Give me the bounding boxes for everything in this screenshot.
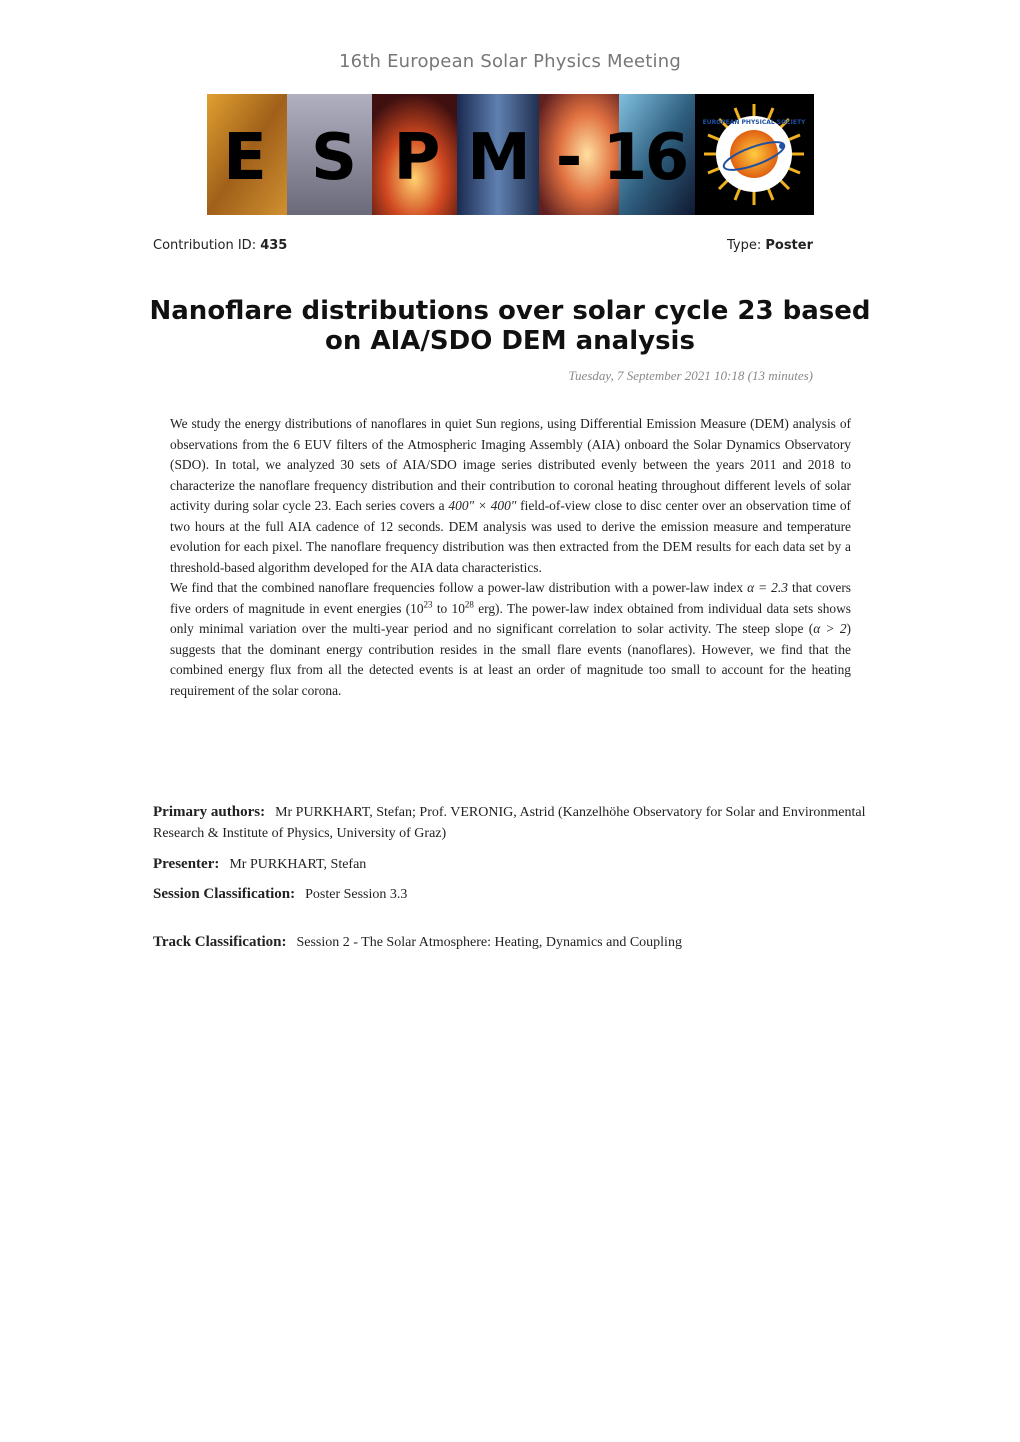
primary-authors-label: Primary authors: bbox=[153, 804, 266, 820]
energy-low bbox=[410, 601, 432, 616]
contribution-type bbox=[727, 238, 813, 253]
banner-letter-3: P bbox=[393, 121, 441, 195]
abstract-text: We find that the combined nanoflare frequencies follow a power-law distribution with a power-law index bbox=[170, 580, 748, 595]
energy-high-base: 10 bbox=[451, 600, 465, 616]
abstract-text: ) suggests that the dominant energy contribution resides in the small flare events (nanoflares). However, we find that the combined energy flux from all the detected events is at least an order of magnitude too small to account for the heating requirement of the solar corona. bbox=[170, 621, 851, 698]
contribution-id-value: 435 bbox=[260, 238, 288, 253]
track-classification-label: Track Classification: bbox=[153, 934, 287, 950]
banner-letter-2: S bbox=[310, 121, 358, 195]
presenter bbox=[153, 854, 873, 875]
abstract-text: field-of-view close to disc center over an observation time of two hours at the full AIA cadence of 12 seconds. DEM analysis was used to derive the emission measure and temperature evolution for each pixel. The nanoflare frequency distribution was then extracted from the DEM results for each data set by a threshold-based algorithm developed for the AIA data characteristics. bbox=[170, 498, 852, 575]
track-classification bbox=[153, 932, 873, 953]
banner-letter-7: 6 bbox=[644, 121, 690, 195]
banner-letter-4: M bbox=[467, 121, 531, 195]
abstract-text: We study the energy distributions of nanoflares in quiet Sun regions, using Differential Emission Measure (DEM) analysis of observations from the 6 EUV filters of the Atmospheric Imaging Assembly (AIA) onboard the Solar Dynamics Observatory (SDO). In total, we analyzed 30 sets of AIA/SDO image series distributed evenly between the years 2011 and 2018 to characterize the nanoflare frequency distribution and their contribution to coronal heating throughout different levels of solar activity during solar cycle 23. Each series covers a bbox=[170, 416, 851, 513]
track-classification-value: Session 2 - The Solar Atmosphere: Heating, Dynamics and Coupling bbox=[296, 935, 682, 950]
energy-low-exponent: 23 bbox=[423, 599, 433, 610]
banner-letter-1: E bbox=[223, 121, 267, 195]
session-classification-value: Poster Session 3.3 bbox=[305, 887, 408, 902]
alpha-inequality: α > 2 bbox=[813, 621, 847, 636]
banner-graphic bbox=[207, 94, 814, 215]
abstract-text: that covers five orders of magnitude in event energies ( bbox=[170, 580, 851, 616]
banner-letter-5: - bbox=[555, 121, 583, 195]
page-title: Nanoflare distributions over solar cycle 23 based on AIA/SDO DEM analysis bbox=[149, 296, 871, 356]
type-value: Poster bbox=[765, 238, 813, 253]
abstract-text: to bbox=[432, 600, 452, 616]
energy-high bbox=[452, 601, 474, 616]
primary-authors bbox=[153, 802, 873, 844]
energy-high-exponent: 28 bbox=[464, 599, 474, 610]
presenter-value: Mr PURKHART, Stefan bbox=[229, 857, 367, 872]
abstract-text: erg). The power-law index obtained from individual data sets shows only minimal variation over the multi-year period and no significant correlation to solar activity. The steep slope ( bbox=[170, 600, 851, 636]
banner-letter-6: 1 bbox=[602, 121, 648, 195]
espm-banner bbox=[207, 94, 814, 215]
abstract-paragraph-1 bbox=[170, 414, 851, 578]
primary-authors-value: Mr PURKHART, Stefan; Prof. VERONIG, Astrid (Kanzelhöhe Observatory for Solar and Environmental Research & Institute of Physics, University of Graz) bbox=[153, 805, 866, 841]
contribution-id bbox=[153, 238, 287, 253]
conference-title: 16th European Solar Physics Meeting bbox=[338, 51, 681, 72]
fov-expression: 400″ × 400″ bbox=[448, 498, 517, 513]
abstract bbox=[170, 414, 851, 701]
session-classification bbox=[153, 884, 873, 905]
alpha-equation: α = 2.3 bbox=[747, 580, 788, 595]
meta-row bbox=[153, 238, 813, 258]
session-classification-label: Session Classification: bbox=[153, 886, 296, 902]
contribution-id-label: Contribution ID: bbox=[153, 238, 257, 253]
abstract-paragraph-2 bbox=[170, 578, 851, 701]
session-datetime: Tuesday, 7 September 2021 10:18 (13 minutes) bbox=[568, 368, 813, 383]
eps-logo-text: EUROPEAN PHYSICAL SOCIETY bbox=[702, 119, 806, 126]
energy-low-base: 10 bbox=[410, 600, 424, 616]
type-label: Type: bbox=[726, 238, 762, 253]
presenter-label: Presenter: bbox=[153, 856, 220, 872]
